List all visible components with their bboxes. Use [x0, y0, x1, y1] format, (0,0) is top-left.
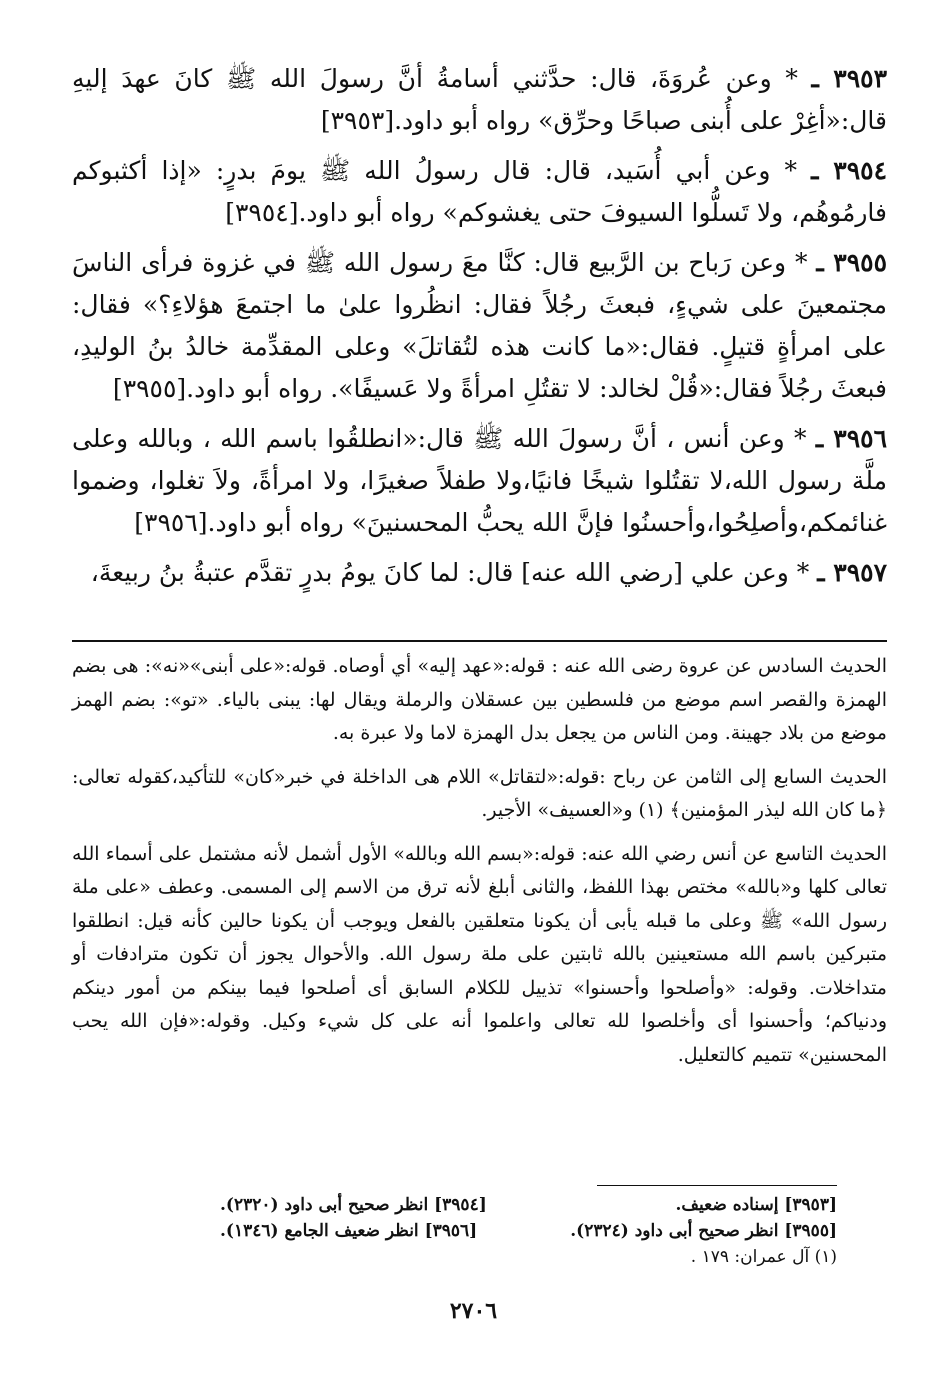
footnotes [220, 1192, 837, 1270]
hadith-text: * وعن أنس ، أنَّ رسولَ الله ﷺ قال:«انطلقُوا باسم الله ، وبالله وعلى ملَّة رسول الله،لا تقتُلوا شيخًا فانيًا،ولا طفلاً صغيرًا، ولا امرأةً، ولاَ تغلوا، وضموا غنائمكم،وأصلِحُوا،وأحسنُوا فإنَّ الله يحبُّ المحسنينَ» رواه أبو داود.[٣٩٥٦] [72, 424, 887, 537]
footnote-row [220, 1218, 837, 1244]
hadith-3957 [72, 552, 887, 594]
hadith-text: * وعن رَباح بن الرَّبيع قال: كنَّا معَ رسول الله ﷺ في غزوة فرأى الناسَ مجتمعينَ على شيءٍ، فبعثَ رجُلاً فقال: انظُروا علىٰ ما اجتمعَ هؤلاءِ؟» فقال: على امرأةٍ قتيلٍ. فقال:«ما كانت هذه لتُقاتلَ» وعلى المقدِّمة خالدُ بنُ الوليدِ، فبعثَ رجُلاً فقال:«قُلْ لخالد: لا تقتُلِ امرأةً ولا عَسيفًا». رواه أبو داود.[٣٩٥٥] [72, 248, 887, 403]
footnote-3955: [٣٩٥٥] انظر صحيح أبى داود (٢٣٢٤). [570, 1221, 837, 1241]
footnote-row [220, 1192, 837, 1218]
hadith-number: ٣٩٥٤ ـ [811, 156, 887, 185]
hadith-text: * وعن أبي أُسَيد، قال: قال رسولُ الله ﷺ يومَ بدرٍ: «إذا أكثبوكم فارمُوهُم، ولا تَسلُّوا السيوفَ حتى يغشوكم» رواه أبو داود.[٣٩٥٤] [72, 156, 887, 227]
footnote-3954: [٣٩٥٤] انظر صحيح أبى داود (٢٣٢٠). [220, 1195, 487, 1215]
main-divider [72, 640, 887, 642]
commentary-paragraph: الحديث السادس عن عروة رضى الله عنه : قوله:«عهد إليه» أي أوصاه. قوله:«على أبنى»«نه»: هى بضم الهمزة والقصر اسم موضع من فلسطين بين عسقلان والرملة ويقال لها: يبنى بالياء. «تو»: بضم الهمز موضع من بلاد جهينة. ومن الناس من يجعل بدل الهمزة لاما ولا عبرة به. [72, 655, 887, 744]
footnote-divider [597, 1185, 837, 1186]
hadith-3955 [72, 242, 887, 410]
hadith-3956 [72, 418, 887, 544]
hadith-text: * وعن علي [رضي الله عنه] قال: لما كانَ يومُ بدرٍ تقدَّم عتبةُ بنُ ربيعةَ، [90, 558, 810, 587]
hadith-section [72, 58, 887, 602]
page-number: ٢٧٠٦ [449, 1298, 498, 1324]
commentary-paragraph: الحديث التاسع عن أنس رضي الله عنه: قوله:«بسم الله وبالله» الأول أشمل لأنه مشتمل على أسماء الله تعالى كلها و«بالله» مختص بهذا اللفظ، والثانى أبلغ لأنه ترق من الاسم إلى المسمى. وعطف «على ملة رسول الله» ﷺ وعلى ما قبله يأبى أن يكونا متعلقين بالفعل ويوجب أن يكونا حالين كأنه قيل: انطلقوا متبركين باسم الله مستعينين بالله ثابتين على ملة رسول الله. والأحوال يجوز أن تكون مترادفات أو متداخلات. وقوله: «وأصلحوا وأحسنوا» تذييل للكلام السابق أى أصلحوا فيما بينكم من أمور دينكم ودنياكم؛ وأحسنوا أى وأخلصوا لله تعالى واعلموا أنه على كل شيء وكيل. وقوله:«فإن الله يحب المحسنين» تتميم كالتعليل. [72, 842, 887, 1066]
footnote-quran-ref: (١) آل عمران: ١٧٩ . [690, 1247, 837, 1267]
footnote-3953: [٣٩٥٣] إسناده ضعيف. [675, 1195, 837, 1215]
hadith-number: ٣٩٥٦ ـ [815, 424, 888, 453]
commentary-paragraph: الحديث السابع إلى الثامن عن رباح :قوله:«لتقاتل» اللام هى الداخلة في خبر«كان» للتأكيد،كقوله تعالى:﴿ما كان الله ليذر المؤمنين﴾ (١) و«العسيف» الأجير. [72, 765, 887, 821]
footnote-3956: [٣٩٥٦] انظر ضعيف الجامع (١٣٤٦). [220, 1221, 478, 1241]
hadith-number: ٣٩٥٥ ـ [816, 248, 887, 277]
hadith-number: ٣٩٥٧ ـ [817, 558, 887, 587]
hadith-number: ٣٩٥٣ ـ [811, 64, 887, 93]
commentary-section [72, 650, 887, 1082]
hadith-text: * وعن عُروَةَ، قال: حدَّثني أسامةُ أنَّ رسولَ الله ﷺ كانَ عهدَ إليهِ قال:«أغِرْ على أُبنى صباحًا وحرِّق» رواه أبو داود.[٣٩٥٣] [72, 64, 887, 135]
hadith-3954 [72, 150, 887, 234]
hadith-3953 [72, 58, 887, 142]
